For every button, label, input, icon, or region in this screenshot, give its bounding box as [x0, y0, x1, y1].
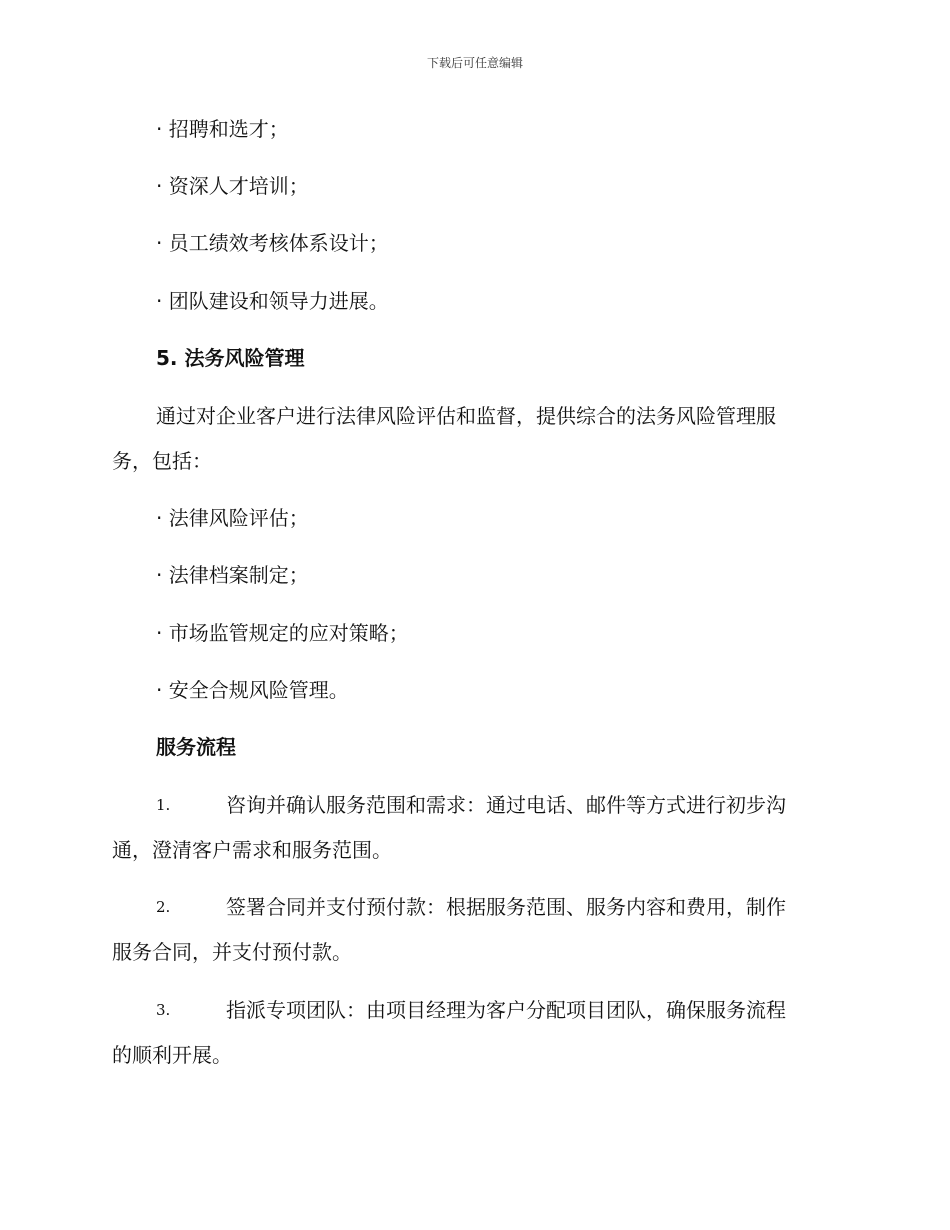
step-text-line: 指派专项团队：由项目经理为客户分配项目团队，确保服务流程	[226, 998, 786, 1022]
section-heading: 服务流程	[156, 735, 236, 759]
paragraph-line: 通过对企业客户进行法律风险评估和监督，提供综合的法务风险管理服	[156, 404, 776, 428]
list-item: · 资深人才培训；	[156, 174, 309, 198]
list-item: · 员工绩效考核体系设计；	[156, 231, 389, 255]
list-item: · 招聘和选才；	[156, 117, 289, 141]
step-text-line: 咨询并确认服务范围和需求：通过电话、邮件等方式进行初步沟	[226, 793, 786, 817]
step-text-line: 服务合同，并支付预付款。	[112, 940, 352, 964]
page-header: 下载后可任意编辑	[426, 56, 523, 70]
section-heading: 5. 法务风险管理	[156, 346, 305, 370]
paragraph-line: 务，包括：	[112, 449, 212, 473]
step-text-line: 的顺利开展。	[112, 1043, 232, 1067]
step-number: 2.	[156, 898, 171, 916]
step-text-line: 通，澄清客户需求和服务范围。	[112, 838, 392, 862]
list-item: · 法律档案制定；	[156, 563, 309, 587]
list-item: · 市场监管规定的应对策略；	[156, 621, 409, 645]
list-item: · 团队建设和领导力进展。	[156, 289, 389, 313]
step-text-line: 签署合同并支付预付款：根据服务范围、服务内容和费用，制作	[226, 895, 786, 919]
step-number: 1.	[156, 796, 171, 814]
list-item: · 安全合规风险管理。	[156, 678, 349, 702]
list-item: · 法律风险评估；	[156, 506, 309, 530]
step-number: 3.	[156, 1001, 171, 1019]
